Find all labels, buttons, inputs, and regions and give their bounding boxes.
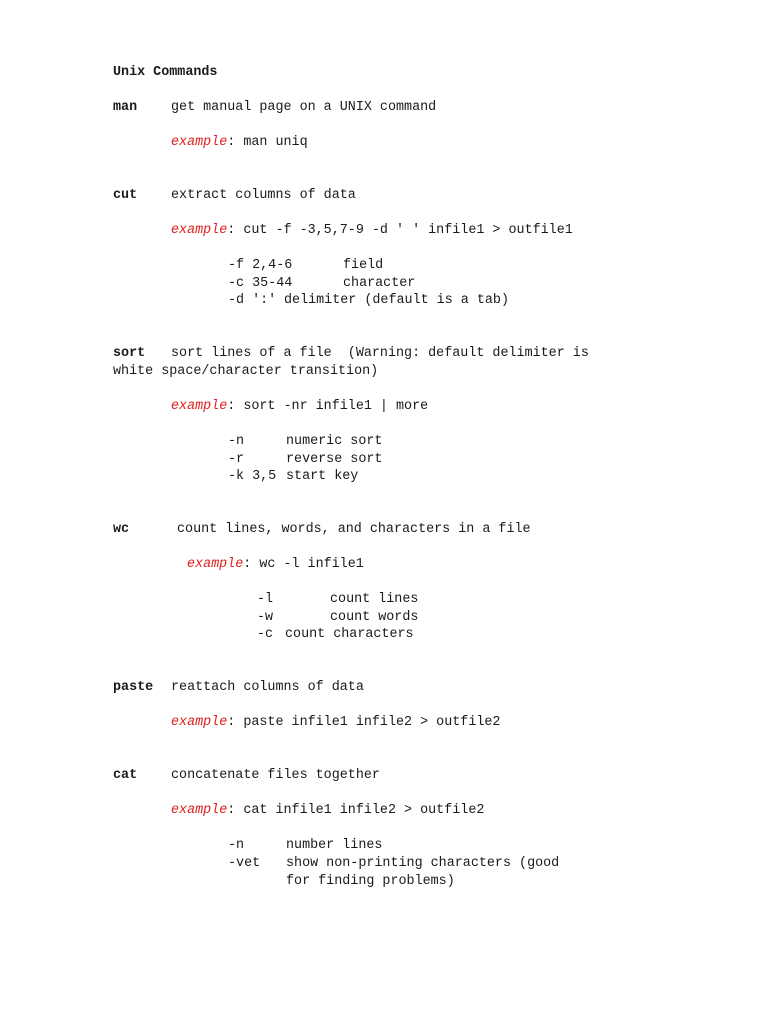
option-flag-wc-c: -c — [257, 627, 274, 642]
option-flag-wc-l: -l — [257, 592, 274, 607]
example-text-cat: : cat infile1 infile2 > outfile2 — [227, 803, 485, 818]
command-desc-man: get manual page on a UNIX command — [171, 100, 437, 115]
option-desc-wc-w: count words — [330, 610, 419, 625]
command-desc-sort: sort lines of a file (Warning: default delimiter is — [171, 346, 589, 361]
example-label: example — [171, 715, 228, 730]
option-flag-cat-n: -n — [228, 838, 245, 853]
command-desc-cat: concatenate files together — [171, 768, 380, 783]
option-desc-wc-l: count lines — [330, 592, 419, 607]
option-desc-cut-c: character — [343, 276, 416, 291]
command-name-wc: wc — [113, 522, 130, 537]
document-title: Unix Commands — [113, 65, 218, 80]
option-desc-sort-r: reverse sort — [286, 452, 383, 467]
command-desc-paste: reattach columns of data — [171, 680, 364, 695]
option-desc-cat-vet: show non-printing characters (good — [286, 856, 560, 871]
option-desc-wc-c: count characters — [285, 627, 414, 642]
command-name-cut: cut — [113, 188, 138, 203]
command-desc-sort-cont: white space/character transition) — [113, 364, 379, 379]
command-name-paste: paste — [113, 680, 154, 695]
command-desc-cut: extract columns of data — [171, 188, 356, 203]
option-desc-cat-vet-cont: for finding problems) — [286, 874, 455, 889]
option-desc-cut-d: delimiter (default is a tab) — [284, 293, 509, 308]
option-flag-cat-vet: -vet — [228, 856, 261, 871]
option-flag-wc-w: -w — [257, 610, 274, 625]
command-name-cat: cat — [113, 768, 138, 783]
example-line-sort — [171, 398, 428, 415]
option-flag-sort-n: -n — [228, 434, 245, 449]
command-desc-wc: count lines, words, and characters in a file — [177, 522, 531, 537]
example-line-cat — [171, 802, 484, 819]
option-flag-cut-d: -d ':' — [228, 293, 277, 308]
example-text-cut: : cut -f -3,5,7-9 -d ' ' infile1 > outfile1 — [227, 223, 573, 238]
command-name-man: man — [113, 100, 138, 115]
example-line-cut — [171, 222, 573, 239]
example-text-wc: : wc -l infile1 — [243, 557, 364, 572]
example-text-man: : man uniq — [227, 135, 308, 150]
example-text-paste: : paste infile1 infile2 > outfile2 — [227, 715, 501, 730]
option-flag-sort-k: -k 3,5 — [228, 469, 277, 484]
option-flag-cut-c: -c 35-44 — [228, 276, 293, 291]
option-desc-sort-k: start key — [286, 469, 359, 484]
example-line-man — [171, 134, 308, 151]
option-desc-sort-n: numeric sort — [286, 434, 383, 449]
example-label: example — [171, 399, 228, 414]
example-text-sort: : sort -nr infile1 | more — [227, 399, 429, 414]
option-desc-cut-f: field — [343, 258, 384, 273]
example-label: example — [171, 803, 228, 818]
example-label: example — [187, 557, 244, 572]
option-desc-cat-n: number lines — [286, 838, 383, 853]
option-flag-cut-f: -f 2,4-6 — [228, 258, 293, 273]
example-label: example — [171, 135, 228, 150]
example-line-paste — [171, 714, 500, 731]
example-label: example — [171, 223, 228, 238]
command-name-sort: sort — [113, 346, 146, 361]
option-flag-sort-r: -r — [228, 452, 245, 467]
example-line-wc — [187, 556, 364, 573]
